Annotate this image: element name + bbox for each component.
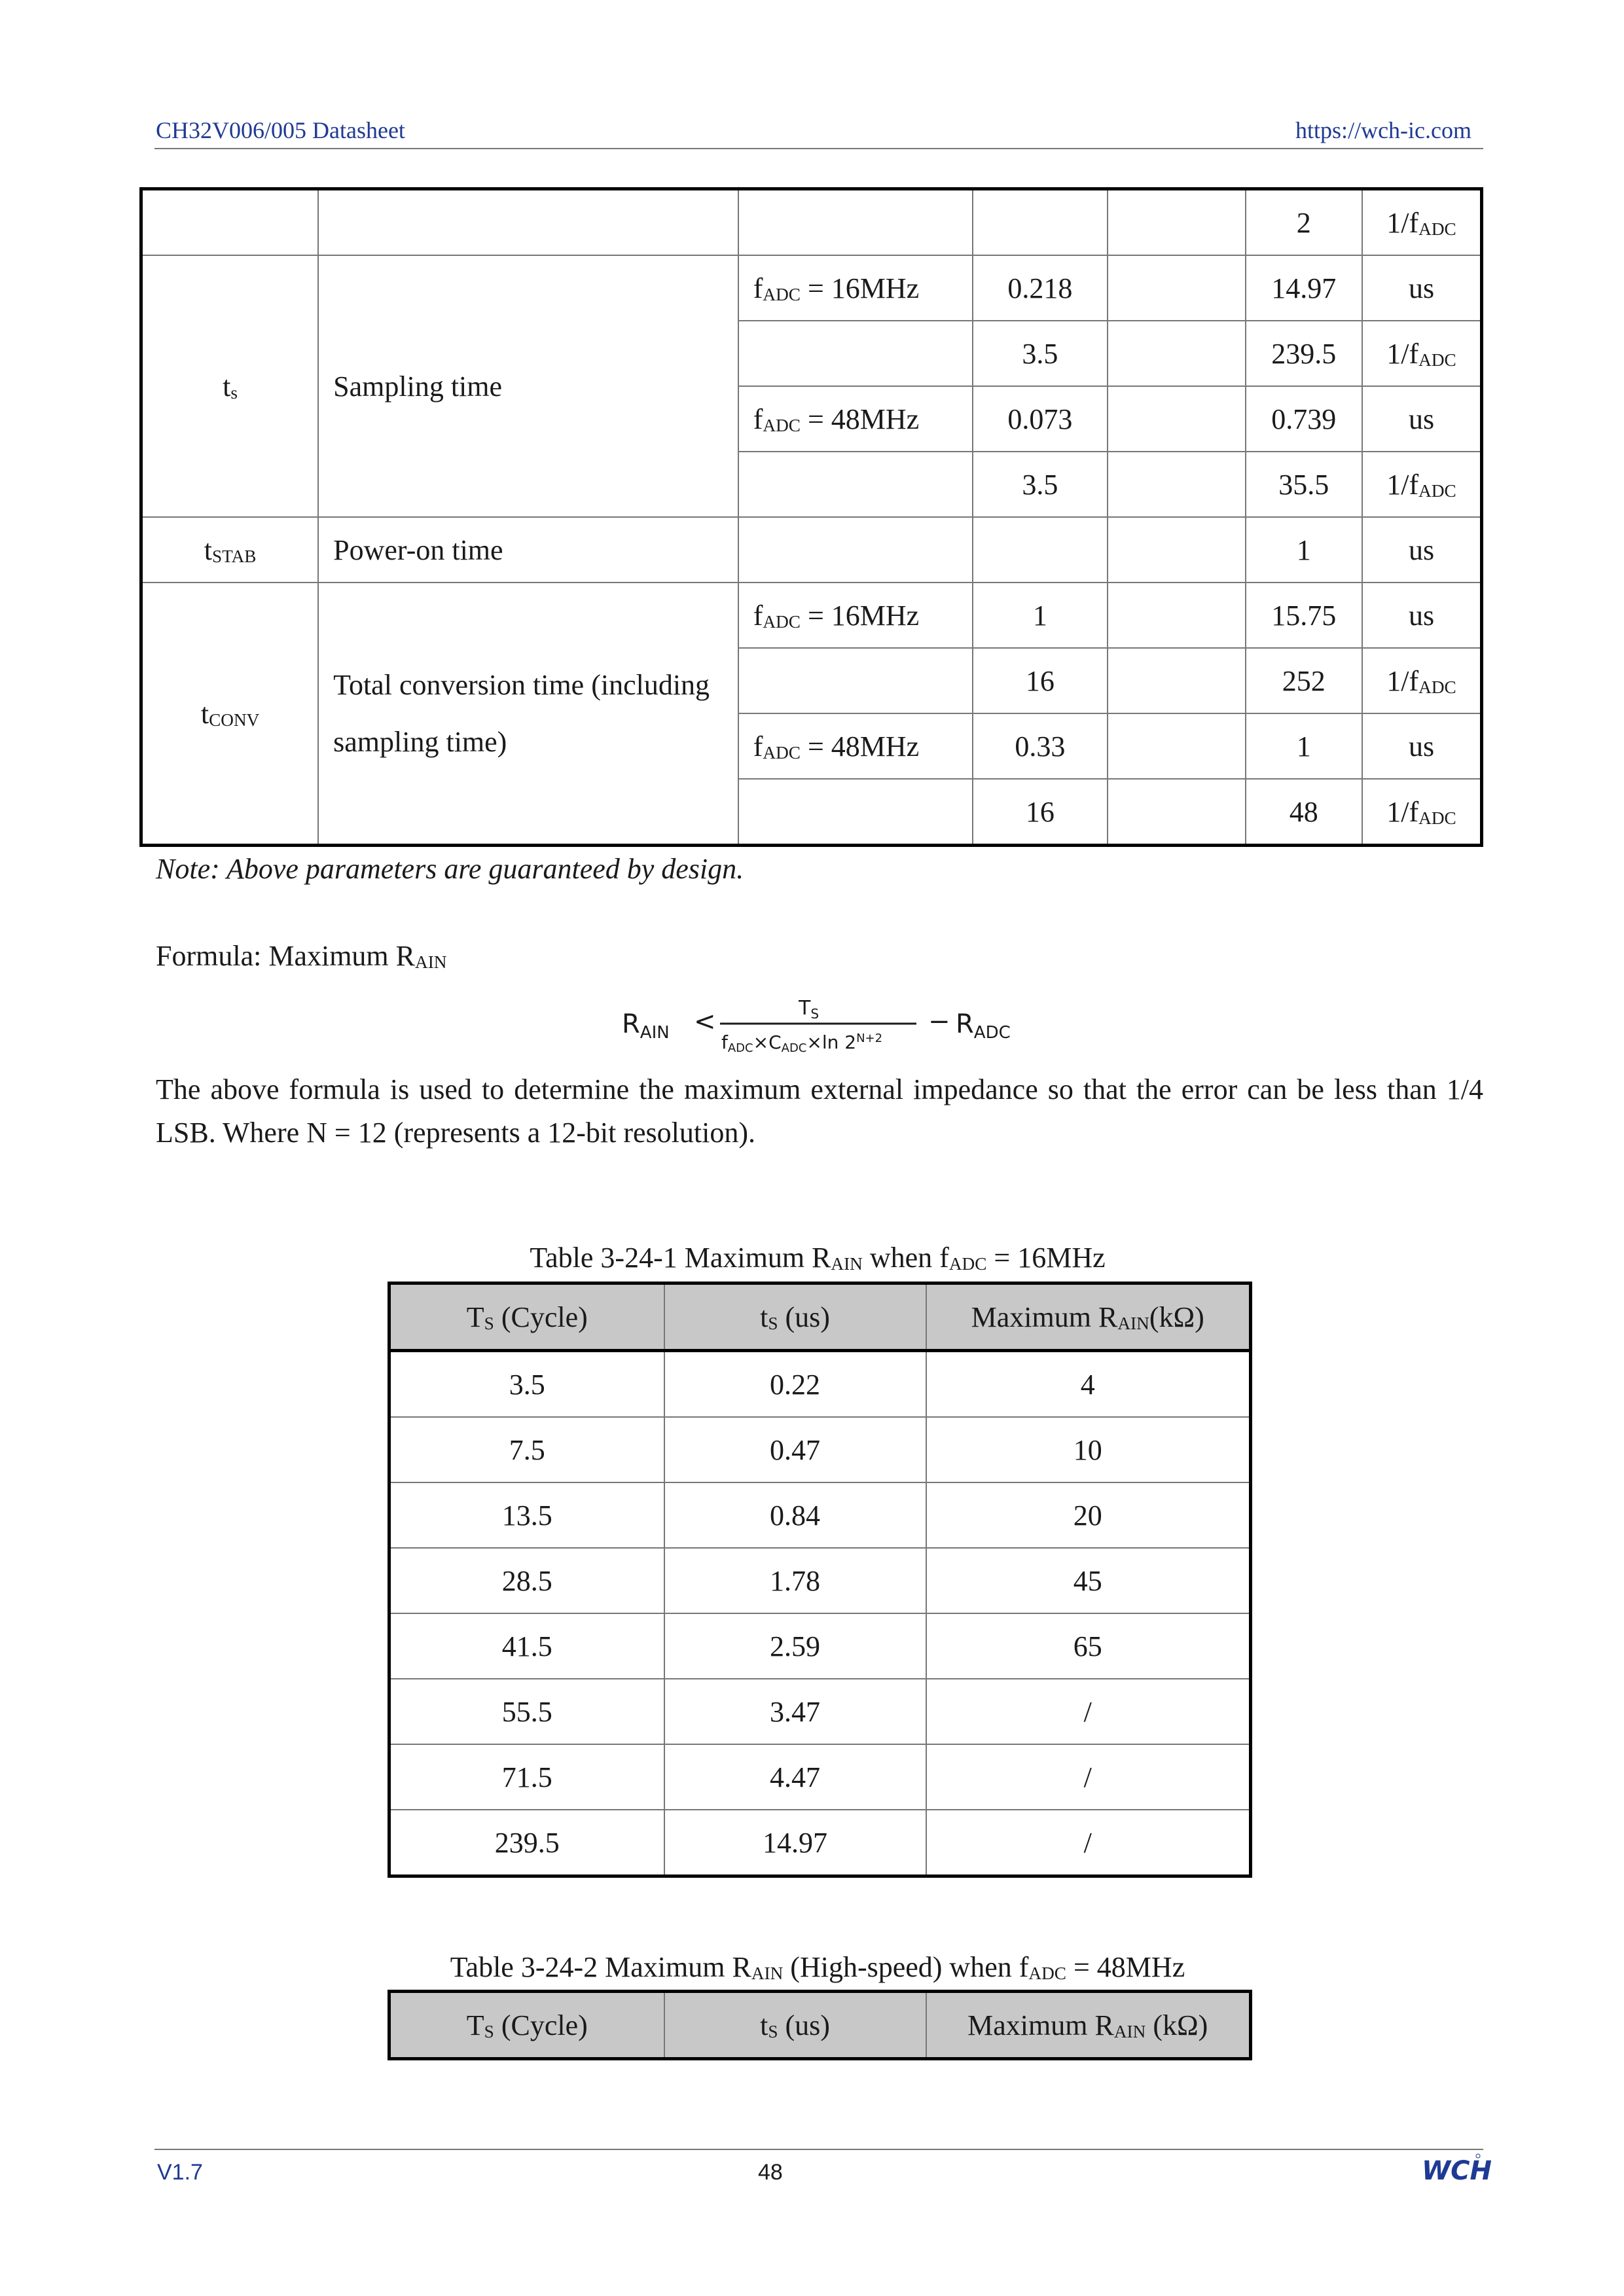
rain-formula [609,992,1054,1058]
parameter-power-on-time: Power-on time [318,517,738,583]
max-cell: 1 [1246,713,1362,779]
column-header: Maximum $R_{AIN}$ (kΩ) [926,1992,1251,2059]
table-row [141,583,1482,648]
table-row: 7.5 0.47 10 [389,1417,1251,1482]
formula-denominator: fADC×CADC×ln $2^{N+2}$ [721,1031,883,1055]
table-row [141,517,1482,583]
table-caption: Table 3-24-2 Maximum $R_{AIN}$ (High-speed) when $f_{ADC} = 48MHz$ [450,1951,1185,1984]
max-cell: 48 [1246,779,1362,846]
unit-cell: us [1362,583,1482,648]
table-row: 55.5 3.47 / [389,1679,1251,1744]
min-cell: 1 [973,583,1108,648]
table-row: 3.5 0.22 4 [389,1351,1251,1418]
max-cell: 2 [1246,189,1362,256]
page-number: 48 [758,2160,783,2185]
unit-cell: $1/f_{ADC}$ [1362,648,1482,713]
formula-heading: Formula: Maximum $R_{AIN}$ [156,940,447,973]
min-cell: 3.5 [973,321,1108,386]
symbol-tconv: $t_{CONV}$ [141,583,319,846]
condition-cell: $f_{ADC} = 48MHz$ [738,386,973,452]
formula-relation: < [694,1007,716,1037]
condition-cell [738,648,973,713]
column-header: $t_S$ (us) [664,1992,926,2059]
formula-minus: − [928,1007,950,1037]
min-cell: 0.218 [973,255,1108,321]
table-row: 28.5 1.78 45 [389,1548,1251,1613]
unit-cell: $1/f_{ADC}$ [1362,189,1482,256]
footer-version: V1.7 [157,2160,203,2185]
logo-text: WCH [1422,2156,1492,2186]
table-row: 239.5 14.97 / [389,1810,1251,1876]
condition-cell: $f_{ADC} = 16MHz$ [738,255,973,321]
table-caption: Table 3-24-1 Maximum $R_{AIN}$ when $f_{ADC} = 16MHz$ [530,1242,1106,1274]
unit-cell: us [1362,255,1482,321]
symbol-tstab: $t_{STAB}$ [141,517,319,583]
header-rule [154,148,1483,149]
header-website: https://wch-ic.com [1295,117,1471,143]
formula-rhs: $R_{ADC}$ [956,1009,1011,1043]
formula-numerator: $T_S$ [799,997,820,1022]
table-row: 41.5 2.59 65 [389,1613,1251,1679]
unit-cell: us [1362,517,1482,583]
formula-explanation: The above formula is used to determine the maximum external impedance so that the error can be less than 1/4 LSB. Where N = 12 (represents a 12-bit resolution). [156,1073,1483,1149]
formula-lhs: $R_{AIN}$ [622,1009,670,1043]
parameter-sampling-time: Sampling time [318,255,738,517]
wch-logo [1419,2151,1492,2187]
condition-cell: $f_{ADC} = 16MHz$ [738,583,973,648]
design-guarantee-note: Note: Above parameters are guaranteed by design. [156,853,744,885]
parameter-line: sampling time) [333,726,507,758]
table-row [141,255,1482,321]
symbol-ts: $t_s$ [141,255,319,517]
max-rain-48mhz-table [388,1990,1252,2060]
max-cell: 252 [1246,648,1362,713]
column-header: $t_S$ (us) [664,1283,926,1351]
unit-cell: $1/f_{ADC}$ [1362,779,1482,846]
unit-cell: us [1362,386,1482,452]
max-cell: 14.97 [1246,255,1362,321]
condition-cell [738,779,973,846]
table-row [141,189,1482,256]
footer-rule [154,2149,1483,2150]
max-cell: 239.5 [1246,321,1362,386]
unit-cell: us [1362,713,1482,779]
unit-cell: $1/f_{ADC}$ [1362,321,1482,386]
max-rain-16mhz-table [388,1282,1252,1878]
adc-timing-parameter-table [139,187,1483,847]
table-header-row [389,1992,1251,2059]
min-cell: 16 [973,648,1108,713]
parameter-total-conversion-time [318,583,738,846]
max-cell: 35.5 [1246,452,1362,517]
header-document-title: CH32V006/005 Datasheet [156,117,405,143]
min-cell: 16 [973,779,1108,846]
max-cell: 1 [1246,517,1362,583]
unit-cell: $1/f_{ADC}$ [1362,452,1482,517]
table-header-row [389,1283,1251,1351]
max-cell: 0.739 [1246,386,1362,452]
column-header: $T_S$ (Cycle) [389,1283,664,1351]
max-cell: 15.75 [1246,583,1362,648]
table-row: 71.5 4.47 / [389,1744,1251,1810]
min-cell: 3.5 [973,452,1108,517]
column-header: $T_S$ (Cycle) [389,1992,664,2059]
condition-cell [738,321,973,386]
parameter-line: Total conversion time (including [333,669,710,701]
min-cell: 0.33 [973,713,1108,779]
condition-cell: $f_{ADC} = 48MHz$ [738,713,973,779]
column-header: Maximum $R_{AIN}(k\Omega)$ [926,1283,1251,1351]
condition-cell [738,452,973,517]
table-row: 13.5 0.84 20 [389,1482,1251,1548]
min-cell: 0.073 [973,386,1108,452]
